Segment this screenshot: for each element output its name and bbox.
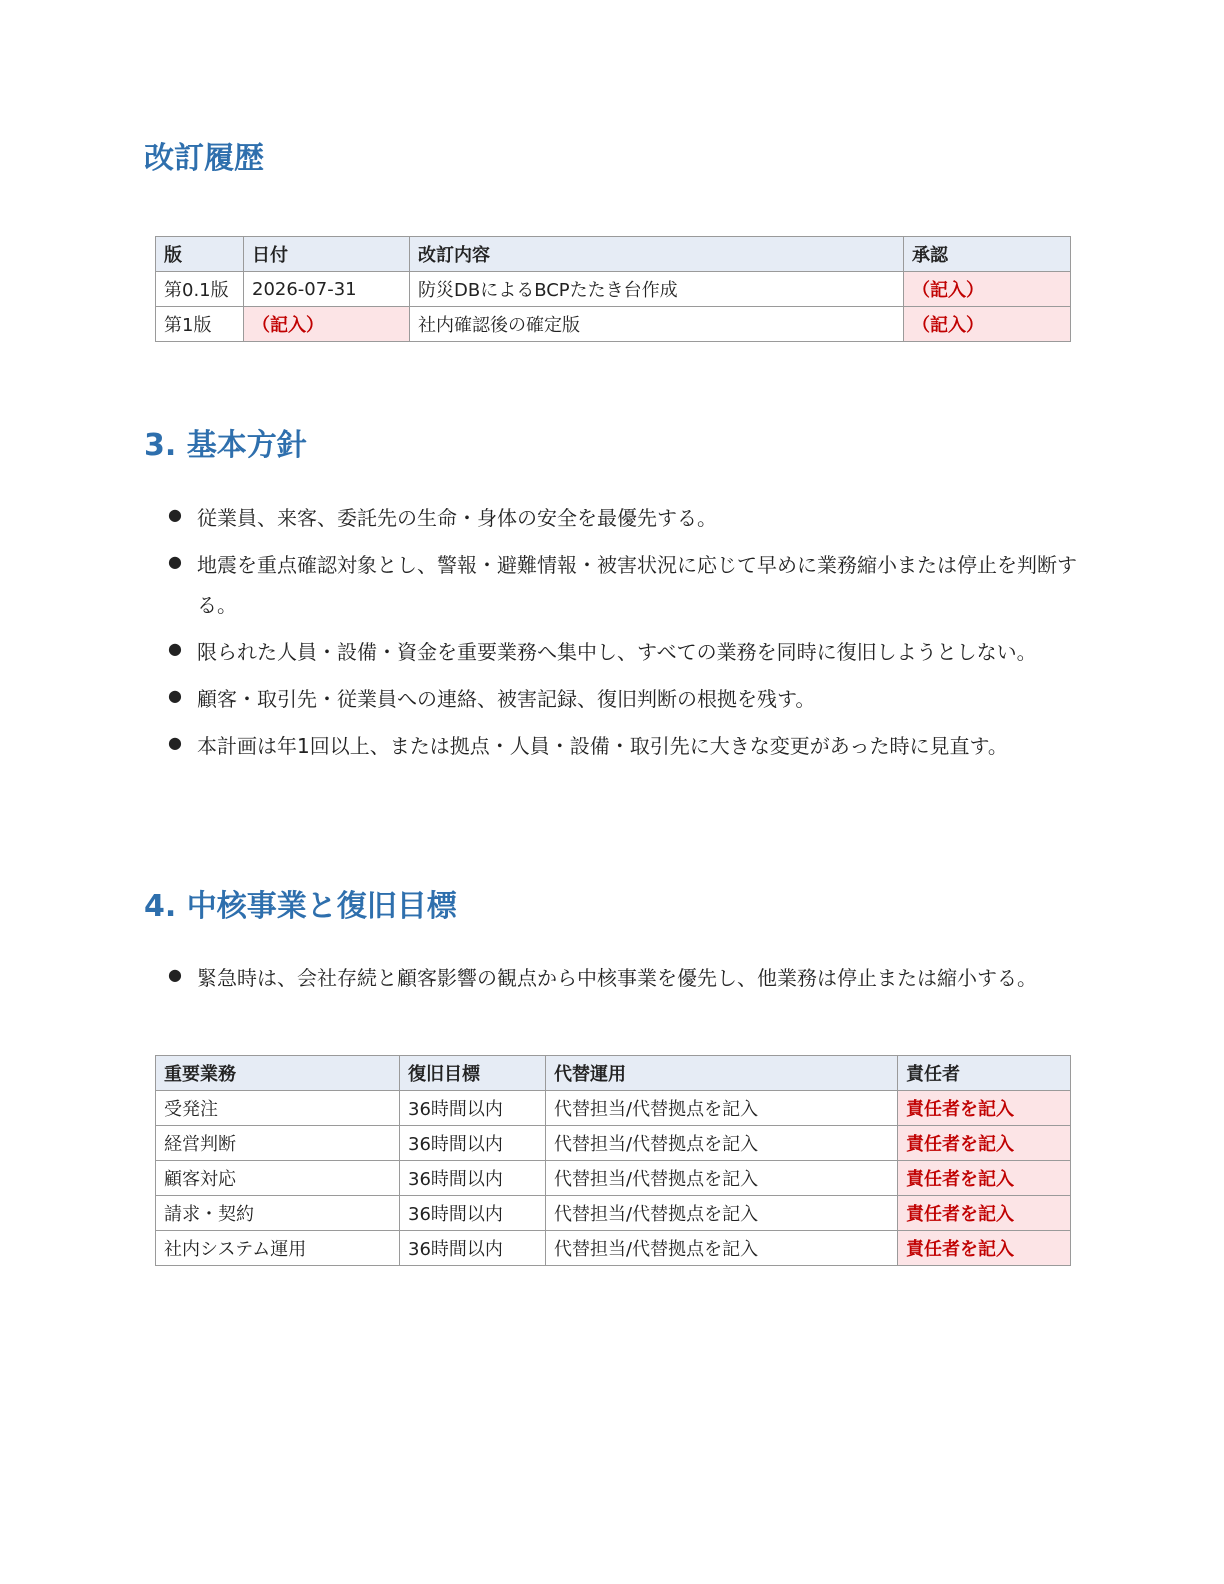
table-row (156, 1091, 1071, 1126)
target-cell: 36時間以内 (400, 1091, 546, 1126)
core-list (168, 958, 1078, 1005)
target-cell: 36時間以内 (400, 1231, 546, 1266)
target-cell: 36時間以内 (400, 1161, 546, 1196)
business-cell: 請求・契約 (156, 1196, 400, 1231)
alternative-cell: 代替担当/代替拠点を記入 (546, 1231, 898, 1266)
core-business-table (155, 1055, 1071, 1266)
column-header: 責任者 (898, 1056, 1071, 1091)
column-header: 改訂内容 (410, 237, 904, 272)
alternative-cell: 代替担当/代替拠点を記入 (546, 1196, 898, 1231)
business-cell: 受発注 (156, 1091, 400, 1126)
approval-placeholder-cell: （記入） (904, 307, 1071, 342)
column-header: 代替運用 (546, 1056, 898, 1091)
table-row (156, 307, 1071, 342)
version-cell: 第1版 (156, 307, 244, 342)
business-cell: 経営判断 (156, 1126, 400, 1161)
bullet-icon: ● (168, 552, 182, 571)
core-heading: 4. 中核事業と復旧目標 (144, 889, 457, 924)
owner-placeholder-cell: 責任者を記入 (898, 1196, 1071, 1231)
column-header: 承認 (904, 237, 1071, 272)
list-item: ● 地震を重点確認対象とし、警報・避難情報・被害状況に応じて早めに業務縮小または停止を判断する。 (168, 545, 1078, 625)
bullet-icon: ● (168, 965, 182, 984)
business-cell: 社内システム運用 (156, 1231, 400, 1266)
table-row (156, 1196, 1071, 1231)
approval-placeholder-cell: （記入） (904, 272, 1071, 307)
business-cell: 顧客対応 (156, 1161, 400, 1196)
list-item: ● 限られた人員・設備・資金を重要業務へ集中し、すべての業務を同時に復旧しようとしない。 (168, 632, 1078, 672)
target-cell: 36時間以内 (400, 1126, 546, 1161)
owner-placeholder-cell: 責任者を記入 (898, 1161, 1071, 1196)
bullet-icon: ● (168, 639, 182, 658)
target-cell: 36時間以内 (400, 1196, 546, 1231)
list-item: ● 本計画は年1回以上、または拠点・人員・設備・取引先に大きな変更があった時に見直す。 (168, 726, 1078, 766)
revision-heading: 改訂履歴 (144, 141, 264, 176)
table-row (156, 1126, 1071, 1161)
table-row (156, 1231, 1071, 1266)
list-item: ● 従業員、来客、委託先の生命・身体の安全を最優先する。 (168, 498, 1078, 538)
alternative-cell: 代替担当/代替拠点を記入 (546, 1126, 898, 1161)
change-cell: 社内確認後の確定版 (410, 307, 904, 342)
version-cell: 第0.1版 (156, 272, 244, 307)
revision-table (155, 236, 1071, 342)
owner-placeholder-cell: 責任者を記入 (898, 1091, 1071, 1126)
alternative-cell: 代替担当/代替拠点を記入 (546, 1091, 898, 1126)
policy-list (168, 498, 1078, 773)
table-row (156, 272, 1071, 307)
list-item: ● 顧客・取引先・従業員への連絡、被害記録、復旧判断の根拠を残す。 (168, 679, 1078, 719)
policy-heading: 3. 基本方針 (144, 428, 307, 463)
column-header: 重要業務 (156, 1056, 400, 1091)
change-cell: 防災DBによるBCPたたき台作成 (410, 272, 904, 307)
date-placeholder-cell: （記入） (244, 307, 410, 342)
alternative-cell: 代替担当/代替拠点を記入 (546, 1161, 898, 1196)
table-header-row (156, 1056, 1071, 1091)
owner-placeholder-cell: 責任者を記入 (898, 1126, 1071, 1161)
bullet-icon: ● (168, 505, 182, 524)
column-header: 版 (156, 237, 244, 272)
bullet-icon: ● (168, 686, 182, 705)
owner-placeholder-cell: 責任者を記入 (898, 1231, 1071, 1266)
table-header-row (156, 237, 1071, 272)
list-item: ● 緊急時は、会社存続と顧客影響の観点から中核事業を優先し、他業務は停止または縮小する。 (168, 958, 1078, 998)
column-header: 日付 (244, 237, 410, 272)
column-header: 復旧目標 (400, 1056, 546, 1091)
bullet-icon: ● (168, 733, 182, 752)
date-cell: 2026-07-31 (244, 272, 410, 307)
table-row (156, 1161, 1071, 1196)
